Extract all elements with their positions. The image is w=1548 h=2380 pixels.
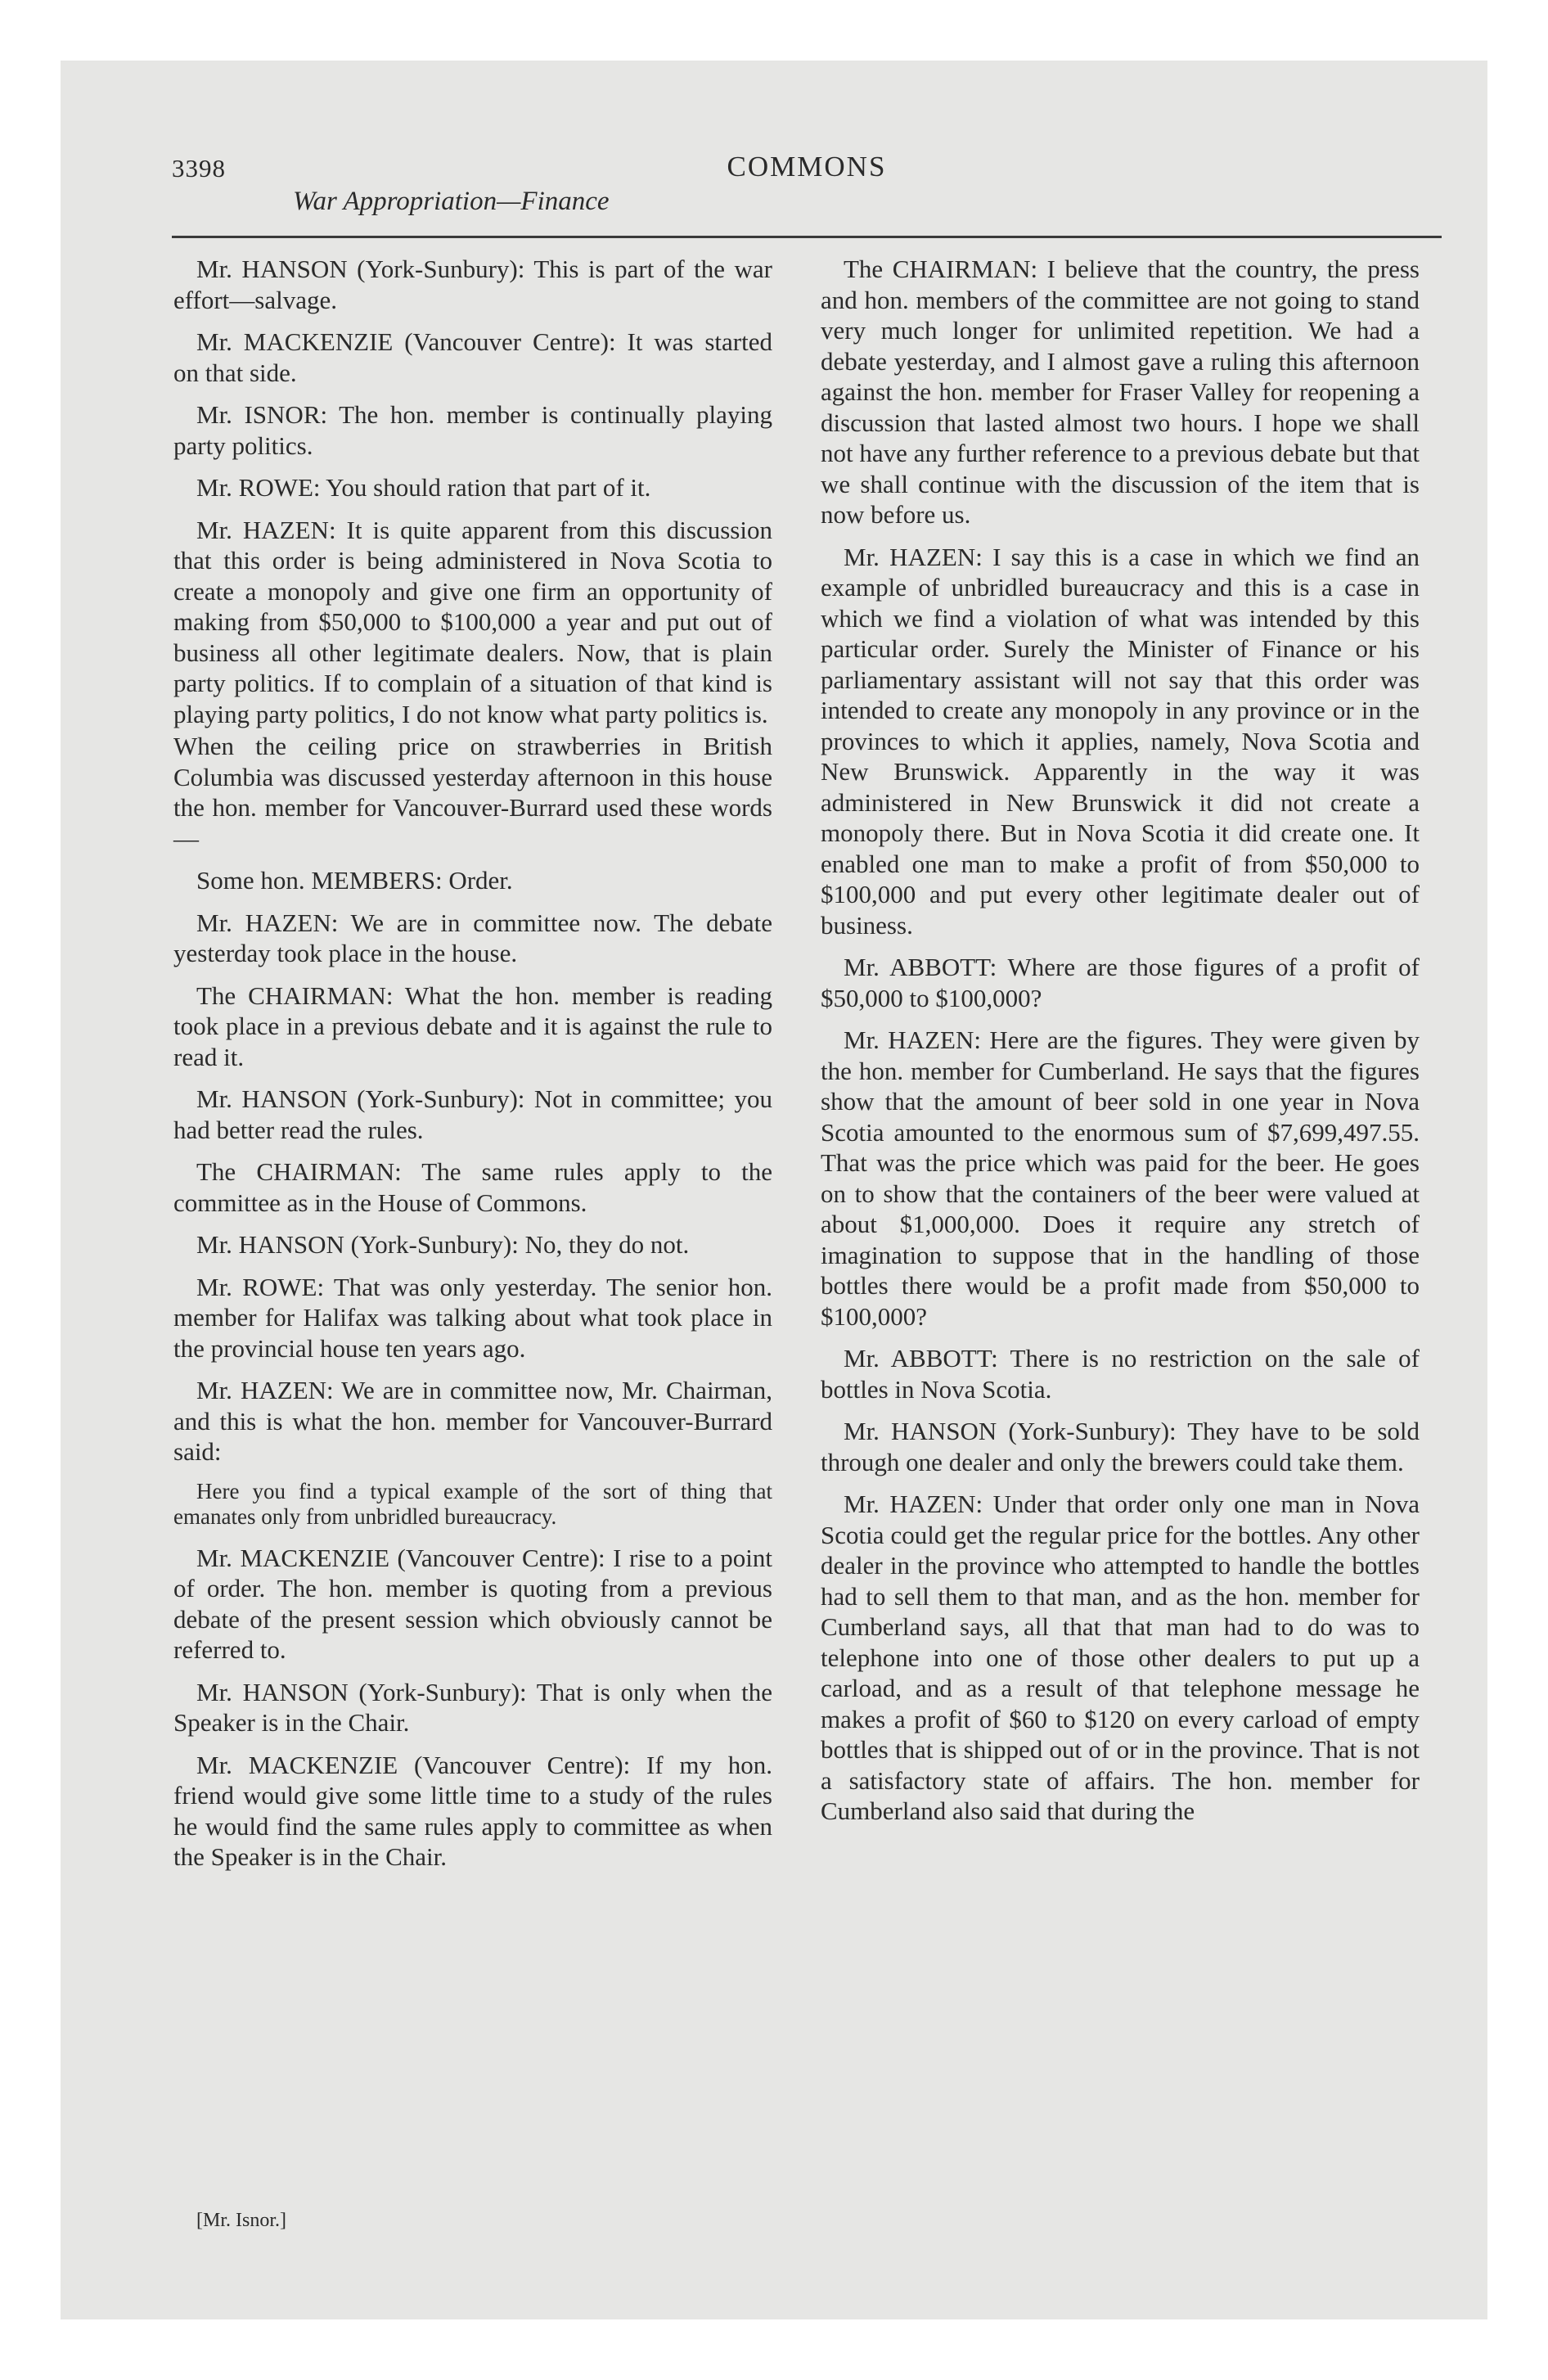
quotation: Here you find a typical example of the sort of thing that emanates only from unbridled bureaucracy. [173, 1478, 772, 1529]
footer-speaker-reference: [Mr. Isnor.] [196, 2210, 286, 2231]
left-column [173, 254, 772, 1884]
paragraph: Mr. HAZEN: It is quite apparent from this discussion that this order is being administered in Nova Scotia to create a monopoly and give one firm an opportunity of making from $50,000 to $100,000 a year and put out of business all other legitimate dealers. Now, that is plain party politics. If to complain of a situation of that kind is playing party politics, I do not know what party politics is. [173, 515, 772, 728]
paragraph: Mr. HAZEN: We are in committee now. The debate yesterday took place in the house. [173, 908, 772, 967]
paragraph: Mr. MACKENZIE (Vancouver Centre): If my hon. friend would give some little time to a study of the rules he would find the same rules apply to committee as when the Speaker is in the Chair. [173, 1750, 772, 1871]
paragraph: Mr. HANSON (York-Sunbury): That is only when the Speaker is in the Chair. [173, 1677, 772, 1737]
paragraph: Mr. ROWE: You should ration that part of it. [196, 473, 651, 502]
paragraph: Mr. HAZEN: Here are the figures. They were given by the hon. member for Cumberland. He says that the figures show that the amount of beer sold in one year in Nova Scotia amounted to the enormous sum of $7,699,497.55. That was the price which was paid for the beer. He goes on to show that the containers of the beer were valued at about $1,000,000. Does it require any stretch of imagination to suppose that in the handling of those bottles there would be a profit made from $50,000 to $100,000? [821, 1025, 1420, 1331]
paragraph: The CHAIRMAN: I believe that the country, the press and hon. members of the committee are not going to stand very much longer for unlimited repetition. We had a debate yesterday, and I almost gave a ruling this afternoon against the hon. member for Fraser Valley for reopening a discussion that lasted almost two hours. I hope we shall not have any further reference to a previous debate but that we shall continue with the discussion of the item that is now before us. [821, 255, 1420, 529]
paragraph: When the ceiling price on strawberries in British Columbia was discussed yesterday afternoon in this house the hon. member for Vancouver-Burrard used these words— [173, 732, 772, 853]
paragraph: Mr. HAZEN: Under that order only one man in Nova Scotia could get the regular price for the bottles. Any other dealer in the province who attempted to handle the bottles had to sell them to that man, and as the hon. member for Cumberland says, all that that man had to do was to telephone into one of those other dealers to put up a carload, and as a result of that telephone message he makes a profit of $60 to $120 on every carload of empty bottles that is shipped out of or in the province. That is not a satisfactory state of affairs. The hon. member for Cumberland also said that during the [821, 1490, 1420, 1825]
paragraph: Mr. HANSON (York-Sunbury): This is part of the war effort—salvage. [173, 255, 772, 314]
paragraph: Mr. HAZEN: We are in committee now, Mr. Chairman, and this is what the hon. member for Vancouver-Burrard said: [173, 1376, 772, 1466]
paragraph: Mr. HANSON (York-Sunbury): Not in committee; you had better read the rules. [173, 1084, 772, 1144]
section-title: COMMONS [727, 151, 887, 183]
header-rule [172, 236, 1442, 238]
paragraph: Some hon. MEMBERS: Order. [196, 866, 513, 895]
paragraph: Mr. ISNOR: The hon. member is continually playing party politics. [173, 400, 772, 460]
paragraph: The CHAIRMAN: The same rules apply to the committee as in the House of Commons. [173, 1157, 772, 1217]
paragraph: Mr. ABBOTT: There is no restriction on the sale of bottles in Nova Scotia. [821, 1344, 1420, 1404]
paragraph: Mr. MACKENZIE (Vancouver Centre): I rise to a point of order. The hon. member is quoting from a previous debate of the present session which obviously cannot be referred to. [173, 1543, 772, 1664]
paragraph: Mr. HANSON (York-Sunbury): No, they do not. [196, 1230, 690, 1259]
page-number: 3398 [172, 154, 226, 183]
paragraph: Mr. HANSON (York-Sunbury): They have to be sold through one dealer and only the brewers could take them. [821, 1417, 1420, 1476]
paragraph: Mr. HAZEN: I say this is a case in which we find an example of unbridled bureaucracy and this is a case in which we find a violation of what was intended by this particular order. Surely the Minister of Finance or his parliamentary assistant will not say that this order was intended to create any monopoly in any province or in the provinces to which it applies, namely, Nova Scotia and New Brunswick. Apparently in the way it was administered in New Brunswick it did not create a monopoly there. But in Nova Scotia it did create one. It enabled one man to make a profit of from $50,000 to $100,000 and put every other legitimate dealer out of business. [821, 542, 1420, 940]
paragraph: The CHAIRMAN: What the hon. member is reading took place in a previous debate and it is against the rule to read it. [173, 980, 772, 1071]
page-header [172, 146, 1442, 236]
paragraph: Mr. ROWE: That was only yesterday. The senior hon. member for Halifax was talking about what took place in the provincial house ten years ago. [173, 1272, 772, 1363]
right-column [821, 254, 1420, 1838]
running-head: War Appropriation—Finance [293, 187, 610, 216]
paragraph: Mr. MACKENZIE (Vancouver Centre): It was started on that side. [173, 327, 772, 387]
paragraph: Mr. ABBOTT: Where are those figures of a profit of $50,000 to $100,000? [821, 953, 1420, 1012]
